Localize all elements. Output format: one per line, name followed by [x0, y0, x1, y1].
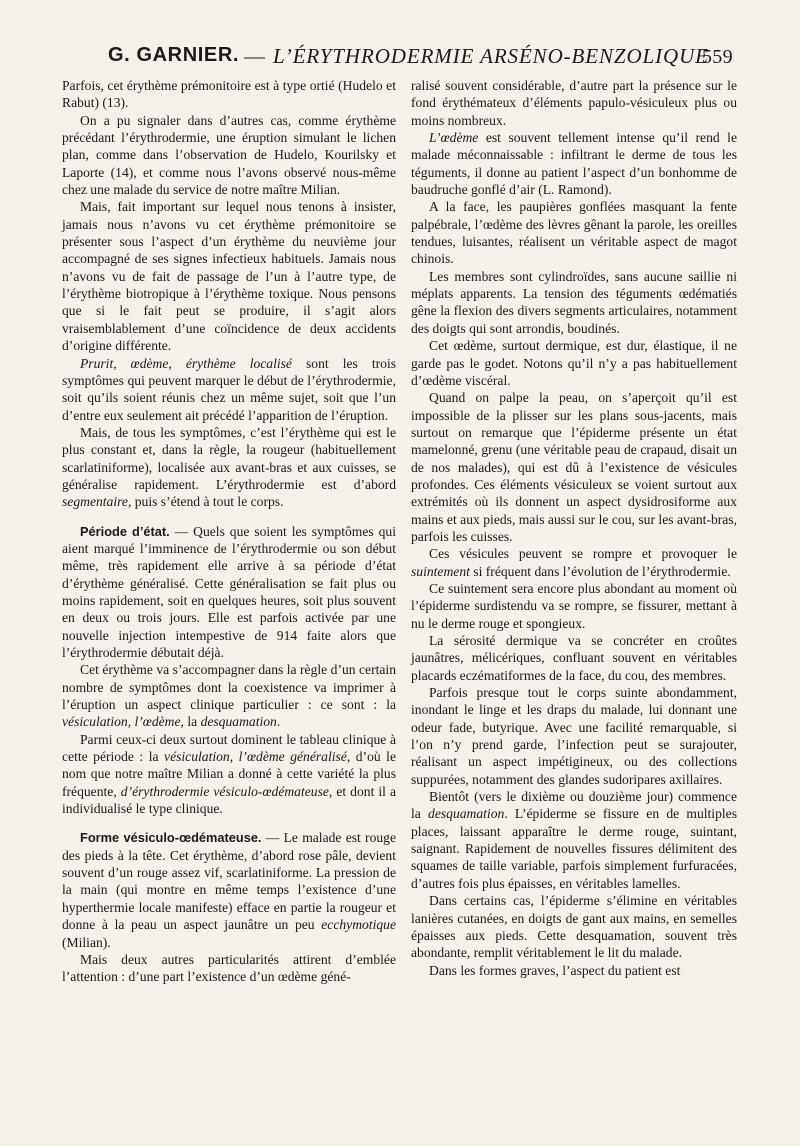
paragraph: ralisé souvent considérable, d’autre part la présence sur le fond érythémateux d’éléments papulo-vésiculeux plus ou moins nombreux.	[411, 78, 737, 128]
paragraph: Parfois, cet érythème prémonitoire est à type ortié (Hudelo et Rabut) (13).	[62, 78, 396, 111]
paragraph: Prurit, œdème, érythème localisé sont les trois symptômes qui peuvent marquer le début de l’érythrodermie, soit qu’ils soient réunis chez un même sujet, soit que l’un d’entre eux seulement ait précédé l’apparition de l’éruption.	[62, 355, 397, 423]
paragraph: Dans certains cas, l’épiderme s’élimine en véritables lanières cutanées, en doigts de gant aux mains, en semelles épaisses aux pieds. Cette desquamation, souvent très abondante, remplit véritablement le lit du malade.	[411, 893, 737, 961]
paragraph: Cet érythème va s’accompagner dans la règle d’un certain nombre de symptômes dont la coexistence va imprimer à l’éruption un aspect clinique particulier : ce sont : la vésiculation, l’œdème, la desquamation.	[62, 662, 396, 730]
paragraph: Dans les formes graves, l’aspect du patient est	[429, 962, 681, 978]
paragraph: Cet œdème, surtout dermique, est dur, élastique, il ne garde pas le godet. Notons qu’il n’y a pas habituellement d’œdème viscéral.	[411, 338, 737, 388]
paragraph: Mais deux autres particularités attirent d’emblée l’attention : d’une part l’existence d’un œdème géné-	[62, 951, 396, 985]
paragraph: L’œdème est souvent tellement intense qu’il rend le malade méconnaissable : infiltrant le derme de tous les téguments, il donne au patient l’aspect d’un bonhomme de baudruche gonflé d’air (L. Ramond).	[411, 130, 737, 198]
paragraph: Parfois presque tout le corps suinte abondamment, inondant le linge et les draps du malade, lui donnant une odeur fade, butyrique. Avec une facilité remarquable, si l’on n’y prend garde, l’infection peut se surajouter, réalisant un aspect impétigineux, ou des collections suppurées, notamment des glandes sudoripares axillaires.	[411, 685, 737, 787]
paragraph: Les membres sont cylindroïdes, sans aucune saillie ni méplats apparents. La tension des téguments œdématiés gêne la flexion des divers segments articulaires, notamment des doigts qui sont arrondis, boudinés.	[411, 268, 737, 336]
header-title: L’ÉRYTHRODERMIE ARSÉNO-BENZOLIQUE	[273, 44, 709, 68]
paragraph: La sérosité dermique va se concréter en croûtes jaunâtres, mélicériques, confluant souvent en véritables placards eczématiformes de la face, du cou, des membres.	[411, 633, 737, 683]
section-periode-etat: Période d’état. — Quels que soient les symptômes qui aient marqué l’imminence de l’érythrodermie ou son début même, très rapidement elle arrive à sa période d’état d’érythème généralisé. Cette généralisation se fait plus ou moins rapidement, soit en quelques heures, soit plus souvent en deux ou trois jours. Elle est parfois activée par une nouvelle injection intempestive de 914 faite alors que l’érythrodermie débutait déjà.	[62, 523, 396, 660]
left-column	[62, 77, 396, 986]
paragraph: Bientôt (vers le dixième ou douzième jour) commence la desquamation. L’épiderme se fissure en de multiples places, laissant apparaître le derme rouge, suintant, saignant. Rapidement de nouvelles fissures délimitent des squames de taille variable, parfois simplement furfuracées, d’autres fois plus épaisses, en véritables lamelles.	[411, 789, 737, 891]
section-heading: Période d’état.	[80, 523, 170, 539]
right-column	[411, 77, 737, 979]
paragraph: Quand on palpe la peau, on s’aperçoit qu’il est impossible de la plisser sur les plans sous-jacents, mais surtout on remarque que l’épiderme présente un état mamelonné, grenu (une véritable peau de crapaud, disait un de nos malades), qui est dû à l’existence de vésicules profondes. Ces éléments vésiculeux se voient surtout aux extrémités où ils donnent un aspect dysidrosiforme aux mains et aux pieds, mais aussi sur le cou, sur les avant-bras, parfois les cuisses.	[411, 390, 737, 544]
header-dash: —	[244, 44, 266, 68]
paragraph: Ces vésicules peuvent se rompre et provoquer le suintement si fréquent dans l’évolution de l’érythrodermie.	[411, 546, 737, 579]
paragraph: A la face, les paupières gonflées masquant la fente palpébrale, l’œdème des lèvres gênant la parole, les oreilles tendues, luisantes, réalisent un véritable aspect de magot chinois.	[411, 199, 737, 267]
page-number: 559	[702, 46, 733, 68]
paragraph: Ce suintement sera encore plus abondant au moment où l’épiderme surdistendu va se rompre, se fissurer, mettant à nu le derme rouge et spongieux.	[411, 580, 737, 631]
section-forme-vesiculo-oedemateuse: Forme vésiculo-œdémateuse. — Le malade est rouge des pieds à la tête. Cet érythème, d’abord rose pâle, devient souvent d’un rouge assez vif, scarlatiniforme. La pression de la main (qui montre en même temps l’existence d’une hyperthermie locale manifeste) efface en partie la rougeur et donne à la peau un aspect jaunâtre un peu ecchymotique (Milian).	[62, 830, 396, 950]
paragraph: Mais, de tous les symptômes, c’est l’érythème qui est le plus constant et, dans la règle, la rougeur (habituellement scarlatiniforme), localisée aux avant-bras et aux cuisses, se généralise rapidement. L’érythrodermie est d’abord segmentaire, puis s’étend à tout le corps.	[62, 424, 396, 510]
section-heading: Forme vésiculo-œdémateuse.	[80, 830, 262, 846]
running-header	[0, 44, 800, 74]
header-author: G. GARNIER.	[108, 44, 240, 66]
paragraph: Parmi ceux-ci deux surtout dominent le tableau clinique à cette période : la vésiculation, l’œdème généralisé, d’où le nom que notre maître Milian a donné à cette variété la plus fréquente, d’érythrodermie vésiculo-œdémateuse, et dont il a individualisé le type clinique.	[62, 731, 397, 817]
paragraph: On a pu signaler dans d’autres cas, comme érythème précédant l’érythrodermie, une éruption simulant le lichen plan, comme dans l’observation de Hudelo, Kourilsky et Laporte (14), et comme nous l’avons observé nous-même chez une malade du service de notre maître Milian.	[62, 112, 396, 198]
paragraph: Mais, fait important sur lequel nous tenons à insister, jamais nous n’avons vu cet érythème prémonitoire se présenter sous l’aspect d’un érythème du neuvième jour accompagné de ses signes infectieux habituels. Jamais nous n’avons vu de fait de passage de l’un à l’autre type, de l’érythème biotropique à l’érythème toxique. Nous pensons que si le fait peut se produire, il s’agit alors vraisemblablement d’une coïncidence de deux accidents d’origine différente.	[62, 199, 396, 354]
